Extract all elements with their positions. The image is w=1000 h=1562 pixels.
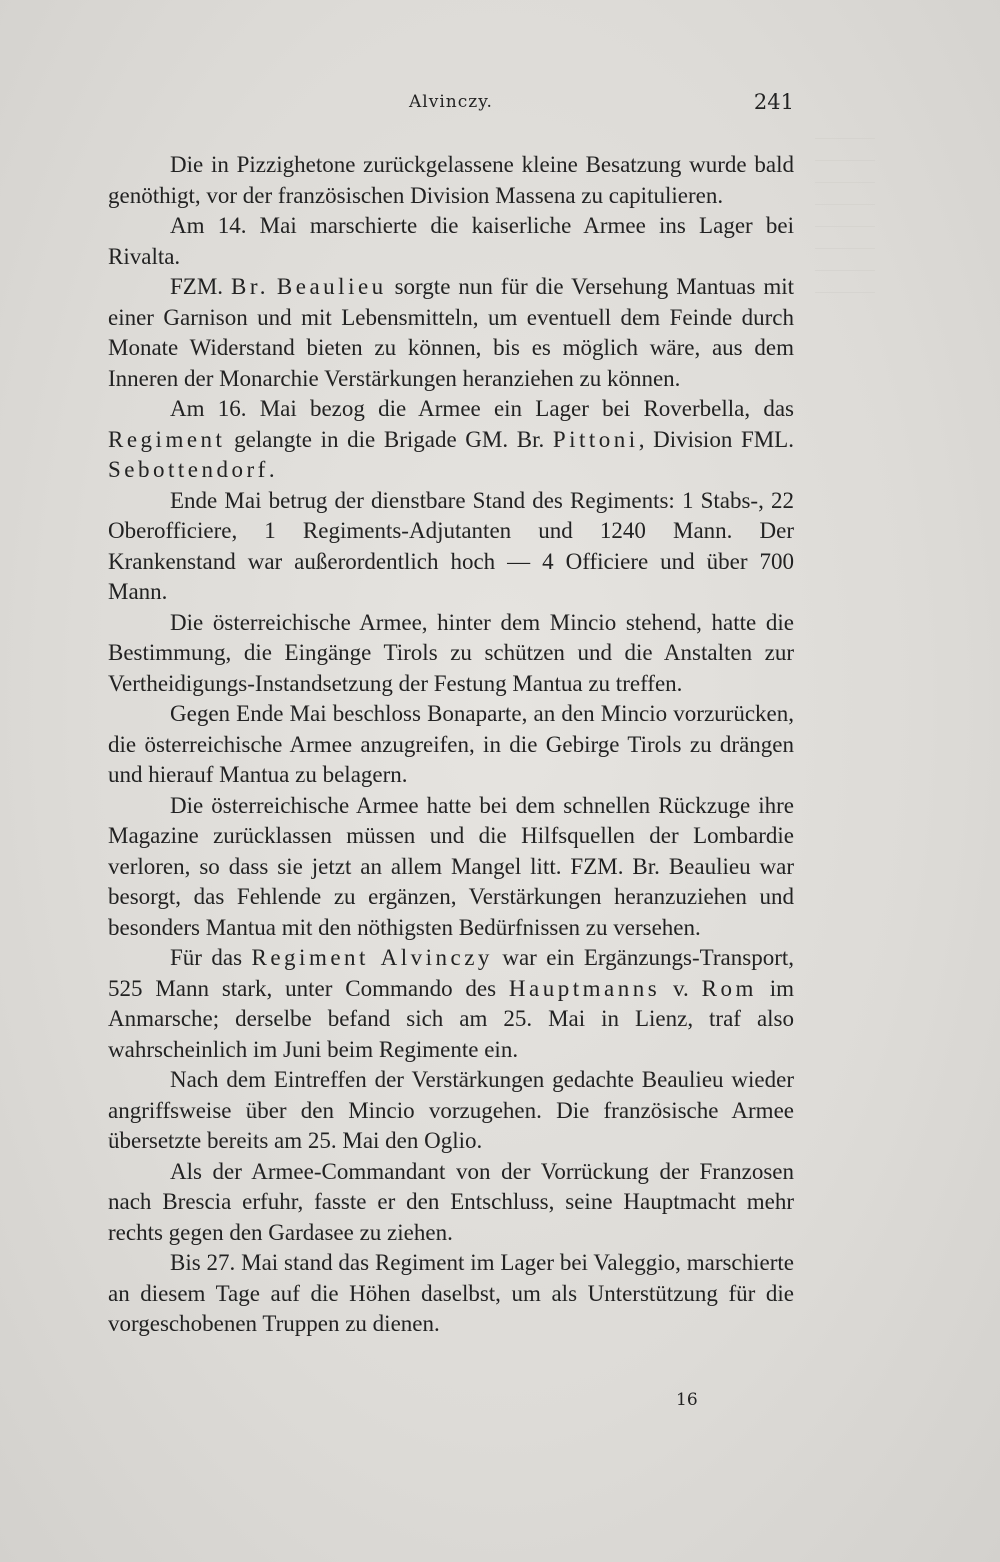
- text-run: v.: [660, 975, 702, 1001]
- text-run: Nach dem Eintreffen der Verstärkungen gedachte Beaulieu wieder angriffsweise über den Mincio vorzugehen. Die französische Armee übersetzte bereits am 25. Mai den Oglio.: [108, 1067, 794, 1153]
- page-number: 241: [753, 90, 794, 114]
- spaced-emphasis: Rom: [701, 975, 757, 1001]
- text-run: , Division FML.: [638, 426, 794, 452]
- paragraph: [108, 791, 794, 944]
- spaced-emphasis: Br.: [230, 274, 269, 299]
- spaced-emphasis: Hauptmanns: [508, 975, 661, 1001]
- spaced-emphasis: Sebottendorf: [108, 457, 269, 482]
- paragraph: [108, 608, 794, 700]
- paragraph: [108, 943, 794, 1065]
- text-run: war ein Ergänzungs-Transport, 525 Mann stark, unter Commando des: [108, 945, 794, 1001]
- text-run: Die österreichische Armee, hinter dem Mincio stehend, hatte die Bestimmung, die Eingänge Tirols zu schützen und die Anstalten zur Vertheidigungs-Instandsetzung der Festung Mantua zu treffen.: [108, 609, 794, 696]
- text-run: im Anmarsche; derselbe befand sich am 25. Mai in Lienz, traf also wahrscheinlich im Juni beim Regimente ein.: [108, 975, 794, 1062]
- text-run: Gegen Ende Mai beschloss Bonaparte, an den Mincio vorzurücken, die österreichische Armee anzugreifen, in die Gebirge Tirols zu drängen und hierauf Mantua zu belagern.: [108, 701, 794, 787]
- text-run: Für das: [170, 945, 252, 970]
- text-run: Als der Armee-Commandant von der Vorrückung der Franzosen nach Brescia erfuhr, fasste er den Entschluss, seine Hauptmacht mehr rechts gegen den Gardasee zu ziehen.: [108, 1158, 794, 1245]
- text-run: .: [268, 457, 275, 482]
- spaced-emphasis: Pittoni: [552, 426, 639, 452]
- body-text: [108, 150, 794, 1340]
- paragraph: [108, 1065, 794, 1157]
- paragraph: [108, 1248, 794, 1340]
- spaced-emphasis: Beaulieu: [276, 274, 387, 299]
- text-run: Am 16. Mai bezog die Armee ein Lager bei Roverbella, das: [170, 396, 794, 421]
- paragraph: [108, 486, 794, 608]
- text-run: Am 14. Mai marschierte die kaiserliche Armee ins Lager bei Rivalta.: [108, 213, 794, 269]
- text-run: Die in Pizzighetone zurückgelassene kleine Besatzung wurde bald genöthigt, vor der französischen Division Massena zu capitulieren.: [108, 152, 794, 208]
- running-head: Alvinczy.: [409, 92, 493, 112]
- paragraph: [108, 150, 794, 211]
- text-run: sorgte nun für die Versehung Mantuas mit einer Garnison und mit Lebensmitteln, um eventuell dem Feinde durch Monate Widerstand bieten zu können, bis es möglich wäre, aus dem Inneren der Monarchie Verstärkungen heranziehen zu können.: [108, 274, 795, 391]
- paragraph: [108, 699, 794, 791]
- text-run: Die österreichische Armee hatte bei dem schnellen Rückzuge ihre Magazine zurücklassen müssen und die Hilfsquellen der Lombardie verloren, so dass sie jetzt an allem Mangel litt. FZM. Br. Beaulieu war besorgt, das Fehlende zu ergänzen, Verstärkungen heranzuziehen und besonders Mantua mit den nöthigsten Bedürfnissen zu versehen.: [108, 792, 794, 940]
- spaced-emphasis: Regiment Alvinczy: [251, 945, 493, 970]
- show-through-margin: [815, 138, 875, 308]
- spaced-emphasis: Regiment: [108, 426, 226, 452]
- page-header: [108, 92, 794, 122]
- text-run: Bis 27. Mai stand das Regiment im Lager bei Valeggio, marschierte an diesem Tage auf die Höhen daselbst, um als Unterstützung für die vorgeschobenen Truppen zu dienen.: [108, 1250, 794, 1336]
- signature-mark: 16: [676, 1390, 698, 1410]
- paragraph: [108, 211, 794, 272]
- paragraph: [108, 1157, 794, 1249]
- text-run: FZM.: [170, 274, 231, 299]
- text-run: [269, 274, 277, 299]
- paragraph: [108, 272, 794, 394]
- paragraph: [108, 394, 794, 486]
- text-run: gelangte in die Brigade GM. Br.: [225, 426, 553, 452]
- text-run: Ende Mai betrug der dienstbare Stand des Regiments: 1 Stabs-, 22 Oberofficiere, 1 Regiments-Adjutanten und 1240 Mann. Der Krankenstand war außerordentlich hoch — 4 Officiere und über 700 Mann.: [108, 487, 794, 604]
